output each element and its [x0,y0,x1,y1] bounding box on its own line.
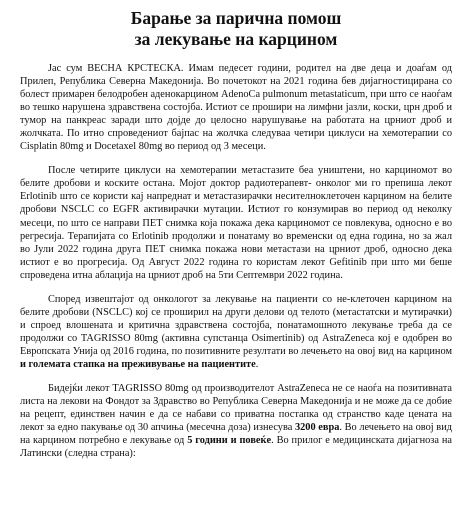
paragraph-medication-cost [20,382,452,460]
paragraph-bold-text: и големата стапка на преживување на пациентите [20,358,256,370]
paragraph-treatment-history [20,164,452,281]
title-line-1: Барање за парична помош [130,8,342,28]
treatment-duration: 5 години и повеќе [187,435,272,447]
title-line-2: за лекување на карцином [134,29,338,49]
paragraph-text-continued: . Во лечењето на овој вид на карцином потребно е лекување од [20,422,452,447]
document-title [20,8,452,50]
paragraph-text: Според извештајот од онкологот за лекување на пациенти со не-клеточен карцином на белите дробови (NSCLC) кој се проширил на други делови од телото (метастатски и мутирачки) и спроед влошената и критична здравствена состојба, понатамошното лекување треба да се продолжи со TAGRISSO 80mg (активна супстанца Osimertinib) од AstraZeneca кој е одобрен во Европската Унија од 2016 година, по позитивните резултати во лечењето на овој вид на карцином [20,293,452,357]
paragraph-tail-text: . Во прилог е медицинската дијагноза на Латински (следна страна): [20,435,453,460]
paragraph-tail-text: . [255,358,259,370]
paragraph-oncologist-report [20,293,452,371]
paragraph-text: Јас сум ВЕСНА КРСТЕСКА. Имам педесет години, родител на две деца и доаѓам од Прилеп, Република Северна Македонија. Во почетокот на 2021 година бев дијагностицирана со болест примарен белодробен аденокарцином AdenoCa pulmonum metastaticum, при што се наоѓам во тешко нарушена здравствена состојба. Истиот се прошири на лимфни јазли, коски, црн дроб и тумор на панкреас заради што дојде до целосно нарушување на работата на црниот дроб и жолчката. По итно спроведениот бајпас на жолчка следуваа четири циклуси на хемотерапии со Cisplatin 80mg и Docetaxel 80mg во период од 3 месеци. [20,63,452,153]
paragraph-text: После четирите циклуси на хемотерапии метастазите беа уништени, но карциномот во белите дробови и коските остана. Мојот доктор радиотерапевт- онколог ми го препиша лекот Erlotinib што се користи кај напреднат и метастазирачки несителноклеточен карцином на белите дробови NSCLC со EGFR активирачки мутации. Истиот го конзумирав во период од неколку месеци, по што се направи ПЕТ снимка која покажа дека карциномот се повлекува, односно е во регресија. Терапијата со Erlotinib продолжи и понатаму во временски од една година, но за жал во Јули 2022 година друга ПЕТ снимка покажа нови метастази на црниот дроб, односно дека истиот е во прогресија. Од Август 2022 година го користам лекот Gefitinib при што ми беше спроведена итна аблација на црниот дроб на 5ти Септември 2022 година. [20,165,452,281]
price-amount: 3200 евра [294,422,340,434]
paragraph-text: Бидејќи лекот TAGRISSO 80mg од производителот AstraZeneca не се наоѓа на позитивната листа на лекови на Фондот за Здравство во Република Северна Македонија и не може да се добие на рецепт, единствен начин е да се набави со приватна постапка од странство каде цената на лекот за едно пакување од 30 апчиња (месечна доза) изнесува [20,383,452,434]
paragraph-diagnosis [20,62,452,153]
